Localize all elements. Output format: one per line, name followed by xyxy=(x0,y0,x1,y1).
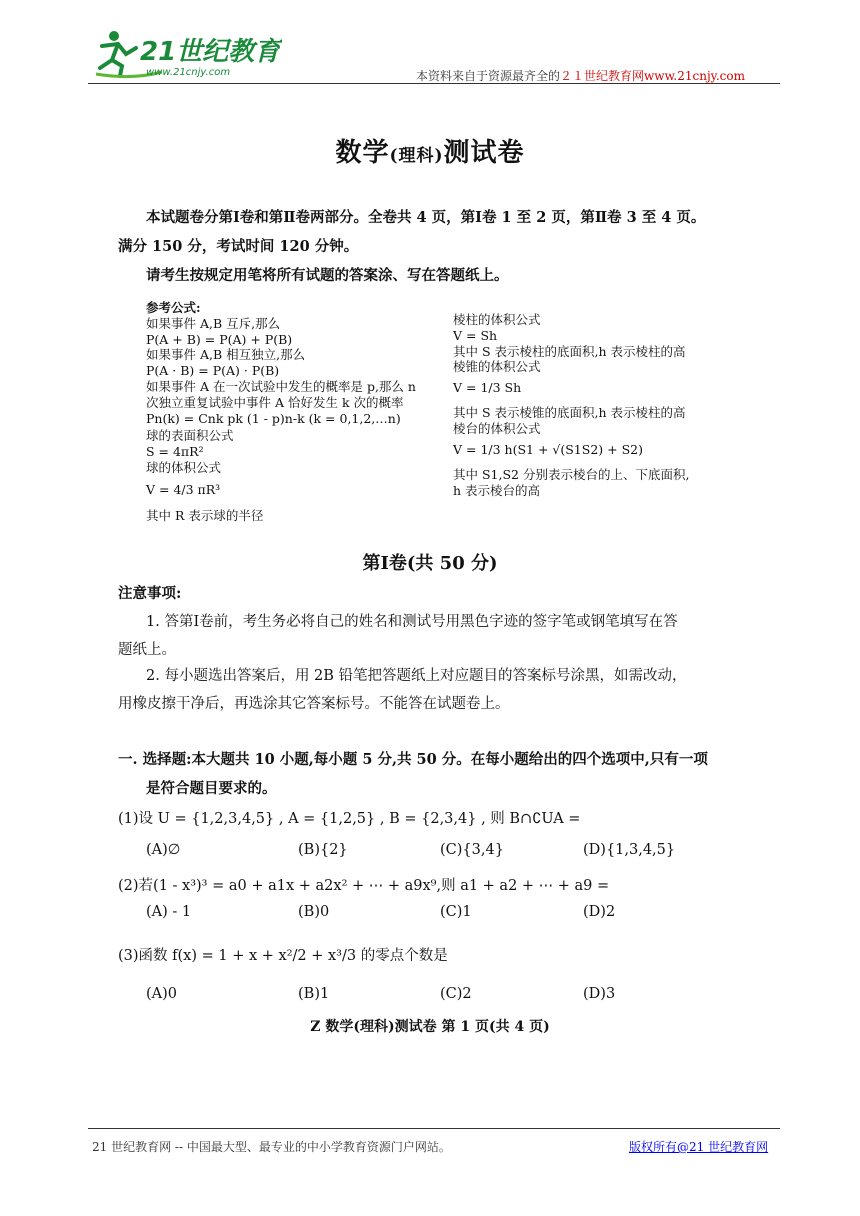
question-1-option-d: (D){1,3,4,5} xyxy=(583,842,676,858)
question-3-stem: (3)函数 f(x) = 1 + x + x²/2 + x³/3 的零点个数是 xyxy=(118,948,448,964)
exam-title xyxy=(0,132,860,169)
intro-line-2: 满分 150 分，考试时间 120 分钟。 xyxy=(118,238,359,255)
formula-right-line: 棱柱的体积公式 xyxy=(453,312,541,327)
title-main-left: 数学 xyxy=(335,138,390,168)
source-site[interactable]: ２１世纪教育网 xyxy=(560,69,645,83)
question-2-option-c: (C)1 xyxy=(440,904,472,920)
formula-left-line: 球的表面积公式 xyxy=(146,428,234,443)
intro-line-3: 请考生按规定用笔将所有试题的答案涂、写在答题纸上。 xyxy=(146,267,509,284)
logo-url: www.21cnjy.com xyxy=(146,67,231,78)
notice-heading: 注意事项: xyxy=(118,585,182,602)
formula-right-line: 棱台的体积公式 xyxy=(453,421,541,436)
notice-2a: 2. 每小题选出答案后，用 2B 铅笔把答题纸上对应题目的答案标号涂黑，如需改动， xyxy=(146,668,687,684)
formula-right-line: V = Sh xyxy=(453,328,498,343)
formula-left-line: 其中 R 表示球的半径 xyxy=(146,508,264,523)
question-1-option-b: (B){2} xyxy=(298,842,348,858)
footer-divider xyxy=(88,1128,780,1129)
formula-left-line: 如果事件 A,B 相互独立,那么 xyxy=(146,347,306,362)
formula-left-line: 如果事件 A 在一次试验中发生的概率是 p,那么 n xyxy=(146,379,416,394)
header-divider xyxy=(88,83,780,84)
question-2-stem: (2)若(1 - x³)³ = a0 + a1x + a2x² + ⋯ + a9x⁹,则 a1 + a2 + ⋯ + a9 = xyxy=(118,878,610,894)
notice-2b: 用橡皮擦干净后，再选涂其它答案标号。不能答在试题卷上。 xyxy=(118,696,510,712)
question-3-option-b: (B)1 xyxy=(298,986,330,1002)
formula-heading: 参考公式: xyxy=(146,300,201,315)
copyright-link[interactable]: 版权所有@21 世纪教育网 xyxy=(629,1140,769,1154)
formula-left-line: Pn(k) = Cnk pk (1 - p)n-k (k = 0,1,2,…n) xyxy=(146,411,401,426)
section-heading-a: 一. 选择题:本大题共 10 小题,每小题 5 分,共 50 分。在每小题给出的四个选项中,只有一项 xyxy=(118,751,708,768)
question-3-option-a: (A)0 xyxy=(146,986,178,1002)
intro-line-1: 本试题卷分第Ⅰ卷和第Ⅱ卷两部分。全卷共 4 页，第Ⅰ卷 1 至 2 页，第Ⅱ卷 3 至 4 页。 xyxy=(146,209,706,226)
formula-left-line: P(A + B) = P(A) + P(B) xyxy=(146,332,293,347)
question-1-option-a: (A)∅ xyxy=(146,842,181,858)
header-source-line xyxy=(416,67,745,84)
page-footer: Z 数学(理科)测试卷 第 1 页(共 4 页) xyxy=(310,1019,550,1035)
title-paren: (理科) xyxy=(389,146,444,166)
question-2-option-a: (A) - 1 xyxy=(146,904,192,920)
formula-left-line: V = 4/3 πR³ xyxy=(146,482,221,497)
source-domain[interactable]: www.21cnjy.com xyxy=(644,69,745,83)
question-3-option-d: (D)3 xyxy=(583,986,616,1002)
site-logo xyxy=(92,28,282,80)
question-3-option-c: (C)2 xyxy=(440,986,472,1002)
formula-left-line: 如果事件 A,B 互斥,那么 xyxy=(146,316,281,331)
formula-right-line: V = 1/3 Sh xyxy=(453,380,522,395)
formula-left-line: P(A · B) = P(A) · P(B) xyxy=(146,363,280,378)
formula-left-line: 球的体积公式 xyxy=(146,460,222,475)
formula-right-line: 其中 S1,S2 分别表示棱台的上、下底面积, xyxy=(453,467,690,482)
formula-right-line: V = 1/3 h(S1 + √(S1S2) + S2) xyxy=(453,442,643,457)
question-1-option-c: (C){3,4} xyxy=(440,842,504,858)
site-footer-left: 21 世纪教育网 -- 中国最大型、最专业的中小学教育资源门户网站。 xyxy=(92,1140,451,1154)
question-1-stem: (1)设 U = {1,2,3,4,5} , A = {1,2,5} , B = {2,3,4} , 则 B∩∁UA = xyxy=(118,811,581,827)
formula-right-line: 其中 S 表示棱锥的底面积,h 表示棱柱的高 xyxy=(453,405,686,420)
source-prefix: 本资料来自于资源最齐全的 xyxy=(416,69,561,83)
formula-left-line: 次独立重复试验中事件 A 恰好发生 k 次的概率 xyxy=(146,395,404,410)
formula-right-line: h 表示棱台的高 xyxy=(453,483,541,498)
formula-right-line: 棱锥的体积公式 xyxy=(453,359,541,374)
formula-right-line: 其中 S 表示棱柱的底面积,h 表示棱柱的高 xyxy=(453,344,686,359)
section-heading-b: 是符合题目要求的。 xyxy=(146,780,277,797)
question-2-option-d: (D)2 xyxy=(583,904,616,920)
notice-1a: 1. 答第Ⅰ卷前，考生务必将自己的姓名和测试号用黑色字迹的签字笔或钢笔填写在答 xyxy=(146,614,678,630)
question-2-option-b: (B)0 xyxy=(298,904,330,920)
formula-left-line: S = 4πR² xyxy=(146,444,204,459)
title-main-right: 测试卷 xyxy=(443,138,525,168)
notice-1b: 题纸上。 xyxy=(118,642,176,658)
logo-text: 21世纪教育 xyxy=(140,37,281,67)
part1-title: 第Ⅰ卷(共 50 分) xyxy=(362,553,498,574)
